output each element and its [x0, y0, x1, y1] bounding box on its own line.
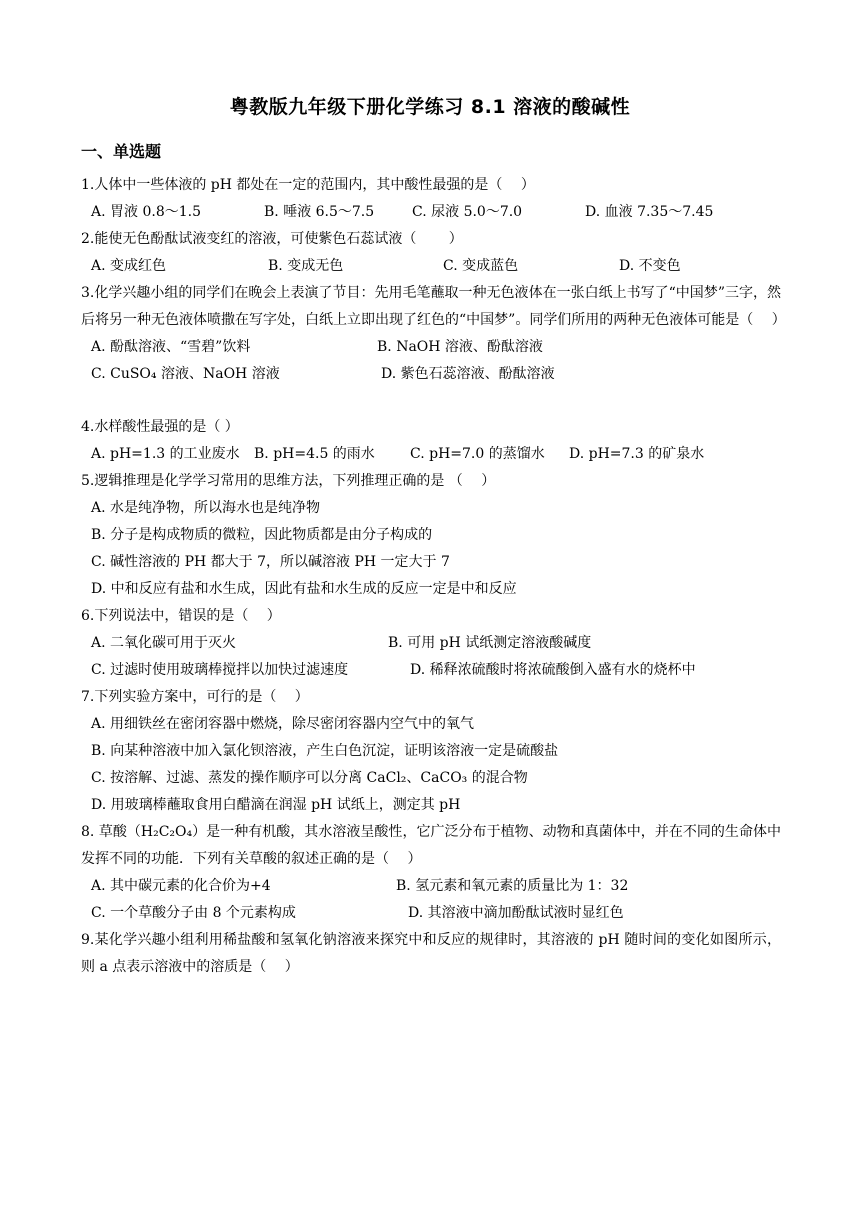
options-row [81, 657, 781, 684]
option-c[interactable]: C. 一个草酸分子由 8 个元素构成 [91, 905, 296, 921]
option-a[interactable]: A. 酚酞溶液、“雪碧”饮料 [91, 339, 251, 355]
question-1 [81, 172, 781, 226]
question-3 [81, 280, 786, 388]
option-d[interactable]: D. pH=7.3 的矿泉水 [569, 446, 705, 462]
option-a[interactable]: A. 变成红色 [91, 258, 167, 274]
option-b[interactable]: B. 变成无色 [268, 258, 344, 274]
option-a[interactable]: A. 用细铁丝在密闭容器中燃烧，除尽密闭容器内空气中的氧气 [91, 716, 475, 732]
option-d[interactable]: D. 用玻璃棒蘸取食用白醋滴在润湿 pH 试纸上，测定其 pH [91, 797, 461, 813]
option-a[interactable]: A. 二氧化碳可用于灭火 [91, 635, 237, 651]
question-stem: 7.下列实验方案中，可行的是（ ） [81, 689, 309, 705]
option-c[interactable]: C. CuSO₄ 溶液、NaOH 溶液 [91, 366, 280, 382]
option-c[interactable]: C. 变成蓝色 [443, 258, 519, 274]
options-row [81, 361, 781, 388]
options-row [81, 792, 781, 819]
option-a[interactable]: A. pH=1.3 的工业废水 [91, 446, 240, 462]
options-row [81, 199, 781, 226]
option-b[interactable]: B. pH=4.5 的雨水 [254, 446, 375, 462]
section-heading: 一、单选题 [81, 142, 162, 161]
question-stem: 4.水样酸性最强的是（ ） [81, 419, 239, 435]
question-9 [81, 927, 781, 981]
document-title: 粤教版九年级下册化学练习 8.1 溶液的酸碱性 [229, 96, 631, 118]
option-c[interactable]: C. 按溶解、过滤、蒸发的操作顺序可以分离 CaCl₂、CaCO₃ 的混合物 [91, 770, 528, 786]
question-7 [81, 684, 781, 819]
question-5 [81, 468, 781, 603]
options-row [81, 522, 781, 549]
question-6 [81, 603, 781, 684]
question-stem: 1.人体中一些体液的 pH 都处在一定的范围内，其中酸性最强的是（ ） [81, 177, 535, 193]
options-row [81, 253, 781, 280]
option-a[interactable]: A. 胃液 0.8～1.5 [91, 204, 201, 220]
options-row [81, 711, 781, 738]
question-stem: 8. 草酸（H₂C₂O₄）是一种有机酸，其水溶液呈酸性，它广泛分布于植物、动物和真菌体中，并在不同的生命体中发挥不同的功能．下列有关草酸的叙述正确的是（ ） [81, 824, 781, 867]
question-stem: 6.下列说法中，错误的是（ ） [81, 608, 281, 624]
option-c[interactable]: C. 碱性溶液的 PH 都大于 7，所以碱溶液 PH 一定大于 7 [91, 554, 450, 570]
options-row [81, 630, 781, 657]
option-b[interactable]: B. NaOH 溶液、酚酞溶液 [377, 339, 543, 355]
option-b[interactable]: B. 唾液 6.5～7.5 [264, 204, 375, 220]
question-8 [81, 819, 781, 927]
option-b[interactable]: B. 向某种溶液中加入氯化钡溶液，产生白色沉淀，证明该溶液一定是硫酸盐 [91, 743, 559, 759]
options-row [81, 765, 781, 792]
options-row [81, 738, 781, 765]
option-d[interactable]: D. 紫色石蕊溶液、酚酞溶液 [381, 366, 555, 382]
question-2 [81, 226, 781, 280]
option-b[interactable]: B. 分子是构成物质的微粒，因此物质都是由分子构成的 [91, 527, 433, 543]
question-4 [81, 414, 781, 468]
option-b[interactable]: B. 可用 pH 试纸测定溶液酸碱度 [388, 635, 592, 651]
options-row [81, 549, 781, 576]
question-stem: 3.化学兴趣小组的同学们在晚会上表演了节目：先用毛笔蘸取一种无色液体在一张白纸上书写了“中国梦”三字，然后将另一种无色液体喷撒在写字处，白纸上立即出现了红色的“中国梦”。同学们所用的两种无色液体可能是（ ） [81, 285, 786, 328]
question-stem: 5.逻辑推理是化学学习常用的思维方法，下列推理正确的是 （ ） [81, 473, 496, 489]
options-row [81, 873, 781, 900]
question-stem: 9.某化学兴趣小组利用稀盐酸和氢氧化钠溶液来探究中和反应的规律时，其溶液的 pH 随时间的变化如图所示，则 a 点表示溶液中的溶质是（ ） [81, 932, 781, 975]
option-c[interactable]: C. 尿液 5.0～7.0 [412, 204, 523, 220]
options-row [81, 441, 781, 468]
option-d[interactable]: D. 不变色 [619, 258, 681, 274]
option-d[interactable]: D. 血液 7.35～7.45 [585, 204, 714, 220]
question-stem: 2.能使无色酚酞试液变红的溶液，可使紫色石蕊试液（ ） [81, 231, 463, 247]
option-c[interactable]: C. pH=7.0 的蒸馏水 [410, 446, 545, 462]
options-row [81, 495, 781, 522]
option-c[interactable]: C. 过滤时使用玻璃棒搅拌以加快过滤速度 [91, 662, 349, 678]
option-d[interactable]: D. 稀释浓硫酸时将浓硫酸倒入盛有水的烧杯中 [410, 662, 696, 678]
options-row [81, 900, 781, 927]
option-d[interactable]: D. 其溶液中滴加酚酞试液时显红色 [408, 905, 624, 921]
option-b[interactable]: B. 氢元素和氧元素的质量比为 1：32 [396, 878, 629, 894]
options-row [81, 576, 781, 603]
options-row [81, 334, 781, 361]
option-a[interactable]: A. 其中碳元素的化合价为+4 [91, 878, 271, 894]
option-d[interactable]: D. 中和反应有盐和水生成，因此有盐和水生成的反应一定是中和反应 [91, 581, 517, 597]
option-a[interactable]: A. 水是纯净物，所以海水也是纯净物 [91, 500, 321, 516]
